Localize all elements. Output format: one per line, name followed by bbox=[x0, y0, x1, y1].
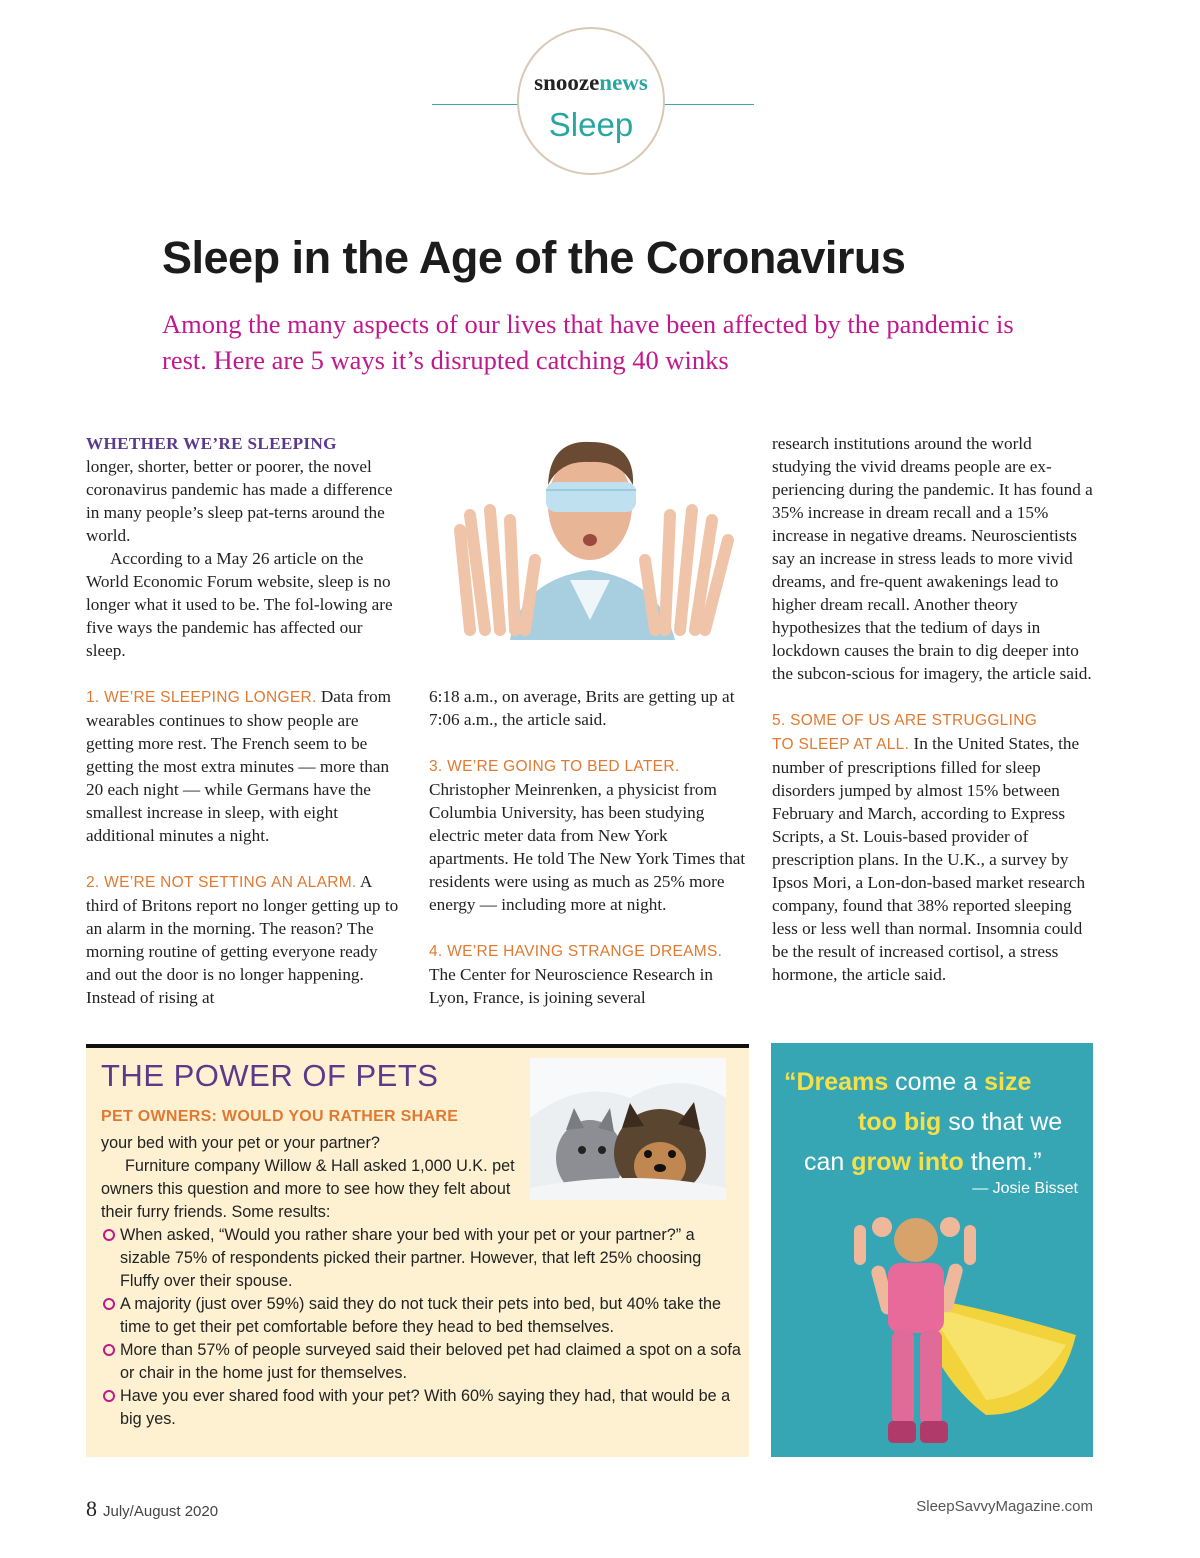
column-2 bbox=[429, 685, 747, 1009]
site-url: SleepSavvyMagazine.com bbox=[916, 1498, 1093, 1515]
text-3: Christopher Meinrenken, a physicist from Columbia University, has been studying electric meter data from New York apartments. He told The New York Times that residents were using as much as 25% more energy — including more at night. bbox=[429, 780, 746, 914]
page-footer-left bbox=[86, 1496, 218, 1522]
pets-intro-1: your bed with your pet or your partner? bbox=[101, 1134, 380, 1152]
bullet-ring-icon bbox=[103, 1344, 115, 1356]
page-number: 8 bbox=[86, 1496, 97, 1521]
quote-attribution: — Josie Bisset bbox=[972, 1180, 1078, 1197]
list-item: A majority (just over 59%) said they do not tuck their pets into bed, but 40% take the time to get their pet comfortable before they head to bed themselves. bbox=[101, 1293, 741, 1339]
intro-paragraph-2: According to a May 26 article on the World Economic Forum website, sleep is no longer what it used to be. The fol-lowing are five ways the pandemic has affected our sleep. bbox=[86, 549, 393, 660]
brand-part-b: news bbox=[599, 70, 648, 95]
heading-5b: TO SLEEP AT ALL. bbox=[772, 736, 910, 753]
pets-subheading: PET OWNERS: WOULD YOU RATHER SHARE bbox=[101, 1108, 459, 1125]
column-3 bbox=[772, 432, 1094, 986]
bullet-ring-icon bbox=[103, 1229, 115, 1241]
lead-in: WHETHER WE’RE SLEEPING bbox=[86, 434, 337, 453]
heading-2: 2. WE’RE NOT SETTING AN ALARM. bbox=[86, 874, 357, 891]
column-1 bbox=[86, 432, 404, 1009]
issue-date: July/August 2020 bbox=[103, 1503, 219, 1520]
page-title: Sleep in the Age of the Coronavirus bbox=[162, 232, 906, 283]
pets-intro-2: Furniture company Willow & Hall asked 1,000 U.K. pet owners this question and more to see how they felt about their furry friends. Some results: bbox=[101, 1157, 515, 1221]
text-2-continued: 6:18 a.m., on average, Brits are getting up at 7:06 a.m., the article said. bbox=[429, 687, 735, 729]
bullet-ring-icon bbox=[103, 1298, 115, 1310]
text-5: In the United States, the number of prescriptions filled for sleep disorders jumped by almost 15% between February and March, according to Express Scripts, a St. Louis-based provider of prescription plans. In the U.K., a survey by Ipsos Mori, a Lon-don-based market research company, found that 38% reported sleeping less or less well than normal. Insomnia could be the result of increased cortisol, a stress hormone, the article said. bbox=[772, 734, 1086, 984]
man-with-mask-photo bbox=[440, 430, 740, 640]
list-item: When asked, “Would you rather share your bed with your pet or your partner?” a sizable 75% of respondents picked their partner. However, that left 25% choosing Fluffy over their spouse. bbox=[101, 1224, 741, 1293]
bullet-ring-icon bbox=[103, 1390, 115, 1402]
list-item: More than 57% of people surveyed said their beloved pet had claimed a spot on a sofa or chair in the home just for themselves. bbox=[101, 1339, 741, 1385]
superhero-girl-photo bbox=[836, 1185, 1086, 1457]
pets-intro bbox=[101, 1132, 541, 1224]
kitten-puppy-photo bbox=[530, 1058, 726, 1200]
pull-quote: “Dreams come a size too big so that we can grow into them.” bbox=[784, 1068, 1063, 1176]
heading-5a: 5. SOME OF US ARE STRUGGLING bbox=[772, 712, 1038, 729]
header-circle bbox=[517, 27, 665, 175]
intro-paragraph: longer, shorter, better or poorer, the novel coronavirus pandemic has made a difference in many people’s sleep pat-terns around the world. bbox=[86, 457, 393, 545]
heading-3: 3. WE’RE GOING TO BED LATER. bbox=[429, 758, 680, 775]
list-item: Have you ever shared food with your pet? With 60% saying they had, that would be a big yes. bbox=[101, 1385, 741, 1431]
heading-4: 4. WE’RE HAVING STRANGE DREAMS. bbox=[429, 943, 723, 960]
pets-title: THE POWER OF PETS bbox=[101, 1058, 439, 1093]
text-1: Data from wearables continues to show people are getting more rest. The French seem to be getting the most extra minutes — more than 20 each night — while Germans have the smallest increase in sleep, with eight additional minutes a night. bbox=[86, 687, 392, 845]
article-deck: Among the many aspects of our lives that have been affected by the pandemic is rest. Here are 5 ways it’s disrupted catching 40 winks bbox=[162, 309, 1014, 375]
text-4-continued: research institutions around the world studying the vivid dreams people are ex-periencing during the pandemic. It has found a 35% increase in dream recall and a 15% increase in negative dreams. Neuroscientists say an increase in stress leads to more vivid dreams, and fre-quent awakenings lead to higher dream recall. Another theory hypothesizes that the tedium of days in lockdown causes the brain to dig deeper into the subcon-scious for imagery, the article said. bbox=[772, 434, 1093, 683]
text-4: The Center for Neuroscience Research in Lyon, France, is joining several bbox=[429, 965, 713, 1007]
heading-1: 1. WE’RE SLEEPING LONGER. bbox=[86, 689, 317, 706]
brand-part-a: snooze bbox=[534, 70, 600, 95]
brand-logo bbox=[517, 70, 665, 96]
section-label: Sleep bbox=[548, 106, 634, 143]
pets-results-list bbox=[101, 1224, 741, 1431]
text-2: A third of Britons report no longer getting up to an alarm in the morning. The reason? The morning routine of getting everyone ready and out the door is no longer happening. Instead of rising at bbox=[86, 872, 399, 1007]
